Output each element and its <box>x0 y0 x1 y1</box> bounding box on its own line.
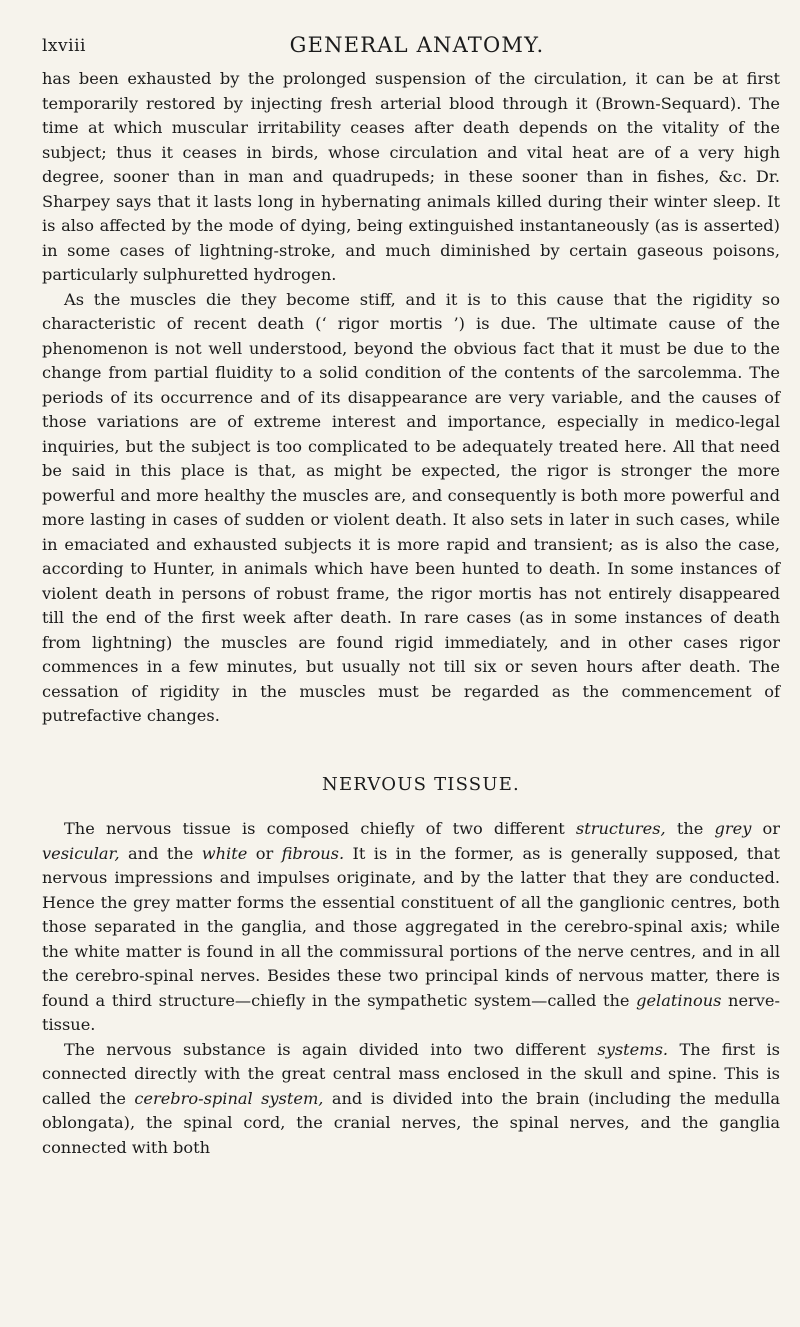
italic-term: structures, <box>575 819 666 838</box>
text-run: The first is connected directly with the great central mass enclosed in the skull and spine. This is called the <box>42 1039 780 1108</box>
section-heading-nervous-tissue: NERVOUS TISSUE. <box>322 773 520 795</box>
text-run: or <box>751 819 780 838</box>
text-run: the <box>665 819 715 838</box>
italic-term: systems. <box>597 1039 669 1059</box>
page-body <box>42 67 780 1160</box>
italic-term: gelatinous <box>636 990 722 1010</box>
paragraph-nervous-systems <box>42 1038 780 1161</box>
italic-term: cerebro-spinal system, <box>134 1088 324 1108</box>
italic-term: fibrous. <box>281 843 345 863</box>
text-run: or <box>247 843 282 863</box>
text-run: The nervous tissue is composed chiefly of two different <box>64 819 576 838</box>
page-header <box>42 28 780 62</box>
text-run: and is divided into the brain (including the medulla oblongata), the spinal cord, the cranial nerves, the spinal nerves, and the ganglia connected with both <box>42 1088 780 1157</box>
running-title: GENERAL ANATOMY. <box>289 33 545 57</box>
page-number: lxviii <box>42 36 86 56</box>
italic-term: vesicular, <box>42 843 120 863</box>
text-run: The nervous substance is again divided into two different <box>64 1039 598 1059</box>
text-run: It is in the former, as is generally supposed, that nervous impressions and impulses originate, and by the latter that they are conducted. Hence the grey matter forms the essential constituent of all the ganglionic centres, both those separated in the ganglia, and those aggregated in the cerebro-spinal axis; while the white matter is found in all the commissural portions of the nerve centres, and in all the cerebro-spinal nerves. Besides these two principal kinds of nervous matter, there is found a third structure—chiefly in the sympathetic system—called the <box>42 843 781 1010</box>
paragraph-rigor-mortis: As the muscles die they become stiff, and it is to this cause that the rigidity so characteristic of recent death (‘ rigor mortis ’) is due. The ultimate cause of the phenomenon is not well understood, beyond the obvious fact that it must be due to the change from partial fluidity to a solid condition of the contents of the sarcolemma. The periods of its occurrence and of its disappearance are very variable, and the causes of those variations are of extreme interest and importance, especially in medico-legal inquiries, but the subject is too complicated to be adequately treated here. All that need be said in this place is that, as might be expected, the rigor is stronger the more powerful and more healthy the muscles are, and consequently is both more powerful and more lasting in cases of sudden or violent death. It also sets in later in such cases, while in emaciated and exhausted subjects it is more rapid and transient; as is also the case, according to Hunter, in animals which have been hunted to death. In some instances of violent death in persons of robust frame, the rigor mortis has not entirely disappeared till the end of the first week after death. In rare cases (as in some instances of death from lightning) the muscles are found rigid immediately, and in other cases rigor commences in a few minutes, but usually not till six or seven hours after death. The cessation of rigidity in the muscles must be regarded as the commencement of putrefactive changes. <box>42 289 780 725</box>
italic-term: grey <box>714 819 752 838</box>
paragraph-continued: has been exhausted by the prolonged suspension of the circulation, it can be at first temporarily restored by injecting fresh arterial blood through it (Brown-Sequard). The time at which muscular irritability ceases after death depends on the vitality of the subject; thus it ceases in birds, whose circulation and vital heat are of a very high degree, sooner than in man and quadrupeds; in these sooner than in fishes, &c. Dr. Sharpey says that it lasts long in hybernating animals killed during their winter sleep. It is also affected by the mode of dying, being extinguished instantaneously (as is asserted) in some cases of lightning-stroke, and much diminished by certain gaseous poisons, particularly sulphuretted hydrogen. <box>42 69 780 284</box>
paragraph-nervous-tissue-structures <box>42 817 780 1038</box>
text-run: and the <box>119 843 202 863</box>
italic-term: white <box>201 843 248 863</box>
text-run: nerve-tissue. <box>42 990 780 1034</box>
